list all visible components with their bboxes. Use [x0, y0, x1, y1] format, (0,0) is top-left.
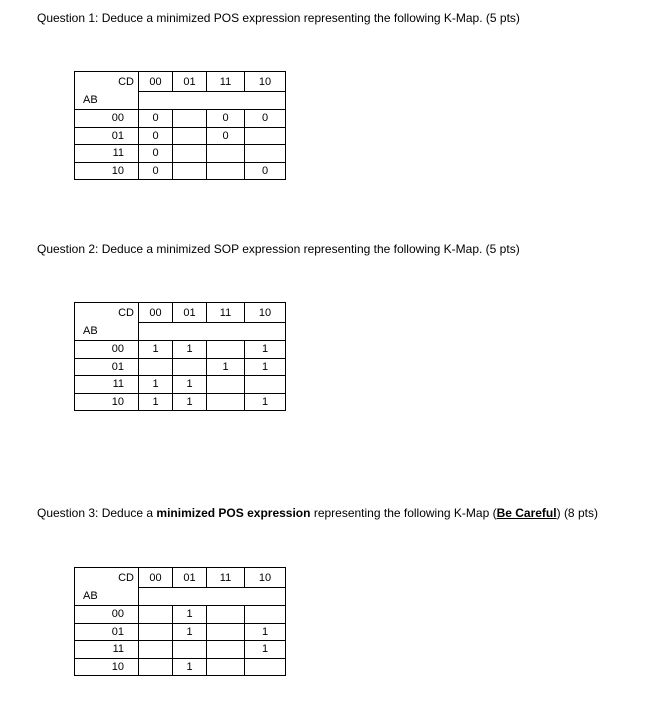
blank-cell	[207, 92, 245, 110]
kmap-question-3	[74, 567, 286, 676]
kmap-cell	[207, 376, 245, 394]
kmap-cell	[139, 641, 173, 659]
blank-cell	[173, 323, 207, 341]
row-header: 01	[75, 127, 139, 145]
kmap-cell	[207, 641, 245, 659]
column-header: 00	[139, 568, 173, 588]
column-header: 01	[173, 568, 207, 588]
question-text-segment: Question 2: Deduce a minimized SOP expression representing the following K-Map. (5 pts)	[37, 242, 520, 256]
blank-cell	[173, 92, 207, 110]
blank-cell	[245, 92, 286, 110]
blank-cell	[139, 323, 173, 341]
kmap-cell	[207, 145, 245, 163]
row-header: 01	[75, 358, 139, 376]
kmap-cell: 0	[245, 162, 286, 180]
kmap-cell: 1	[245, 358, 286, 376]
kmap-cell: 1	[139, 376, 173, 394]
kmap-cell: 1	[245, 393, 286, 411]
question-3-text	[37, 506, 598, 520]
row-header: 10	[75, 658, 139, 676]
kmap-cell	[207, 623, 245, 641]
question-2-text	[37, 242, 520, 256]
kmap-cell	[139, 658, 173, 676]
kmap-cell: 1	[173, 658, 207, 676]
kmap-question-1	[74, 71, 286, 180]
kmap-cell	[207, 162, 245, 180]
cd-label: CD	[75, 568, 139, 588]
kmap-cell	[207, 606, 245, 624]
kmap-cell	[207, 658, 245, 676]
kmap-cell: 1	[173, 376, 207, 394]
kmap-cell	[245, 606, 286, 624]
row-header: 10	[75, 162, 139, 180]
question-text-segment: minimized POS expression	[156, 506, 311, 520]
kmap-cell: 0	[207, 127, 245, 145]
row-header: 11	[75, 641, 139, 659]
kmap-cell	[173, 145, 207, 163]
kmap-cell	[139, 606, 173, 624]
blank-cell	[245, 323, 286, 341]
row-header: 11	[75, 376, 139, 394]
row-header: 00	[75, 606, 139, 624]
question-text-segment: representing the following K-Map (	[310, 506, 497, 520]
kmap-cell: 0	[139, 162, 173, 180]
ab-label: AB	[75, 588, 139, 606]
cd-label: CD	[75, 303, 139, 323]
question-text-segment: Be Careful	[496, 506, 557, 520]
kmap-cell: 0	[245, 110, 286, 128]
row-header: 00	[75, 341, 139, 359]
kmap-cell	[139, 358, 173, 376]
question-text-segment: Question 3: Deduce a	[37, 506, 157, 520]
column-header: 01	[173, 72, 207, 92]
kmap-cell	[245, 127, 286, 145]
blank-cell	[207, 588, 245, 606]
kmap-cell: 0	[139, 145, 173, 163]
kmap-cell: 1	[173, 393, 207, 411]
kmap-question-2	[74, 302, 286, 411]
kmap-cell: 1	[245, 341, 286, 359]
ab-label: AB	[75, 92, 139, 110]
kmap-cell	[173, 358, 207, 376]
row-header: 00	[75, 110, 139, 128]
column-header: 11	[207, 303, 245, 323]
kmap-cell	[245, 658, 286, 676]
kmap-cell: 1	[207, 358, 245, 376]
column-header: 10	[245, 568, 286, 588]
column-header: 11	[207, 72, 245, 92]
kmap-cell: 1	[245, 623, 286, 641]
kmap-cell: 1	[139, 341, 173, 359]
kmap-cell	[207, 393, 245, 411]
kmap-cell	[139, 623, 173, 641]
question-1-text	[37, 11, 520, 25]
kmap-cell	[207, 341, 245, 359]
kmap-cell	[173, 641, 207, 659]
kmap-cell: 1	[245, 641, 286, 659]
kmap-cell: 1	[173, 341, 207, 359]
kmap-cell: 0	[207, 110, 245, 128]
kmap-cell	[173, 127, 207, 145]
column-header: 00	[139, 72, 173, 92]
row-header: 01	[75, 623, 139, 641]
blank-cell	[245, 588, 286, 606]
column-header: 10	[245, 72, 286, 92]
column-header: 10	[245, 303, 286, 323]
kmap-cell: 1	[173, 606, 207, 624]
blank-cell	[207, 323, 245, 341]
kmap-cell	[173, 162, 207, 180]
kmap-cell: 1	[139, 393, 173, 411]
question-text-segment: ) (8 pts)	[556, 506, 598, 520]
column-header: 00	[139, 303, 173, 323]
kmap-cell	[245, 376, 286, 394]
kmap-cell	[245, 145, 286, 163]
kmap-cell: 0	[139, 127, 173, 145]
kmap-cell: 0	[139, 110, 173, 128]
cd-label: CD	[75, 72, 139, 92]
blank-cell	[139, 588, 173, 606]
kmap-cell	[173, 110, 207, 128]
row-header: 10	[75, 393, 139, 411]
column-header: 01	[173, 303, 207, 323]
ab-label: AB	[75, 323, 139, 341]
blank-cell	[173, 588, 207, 606]
column-header: 11	[207, 568, 245, 588]
blank-cell	[139, 92, 173, 110]
question-text-segment: Question 1: Deduce a minimized POS expression representing the following K-Map. (5 pts)	[37, 11, 520, 25]
row-header: 11	[75, 145, 139, 163]
kmap-cell: 1	[173, 623, 207, 641]
